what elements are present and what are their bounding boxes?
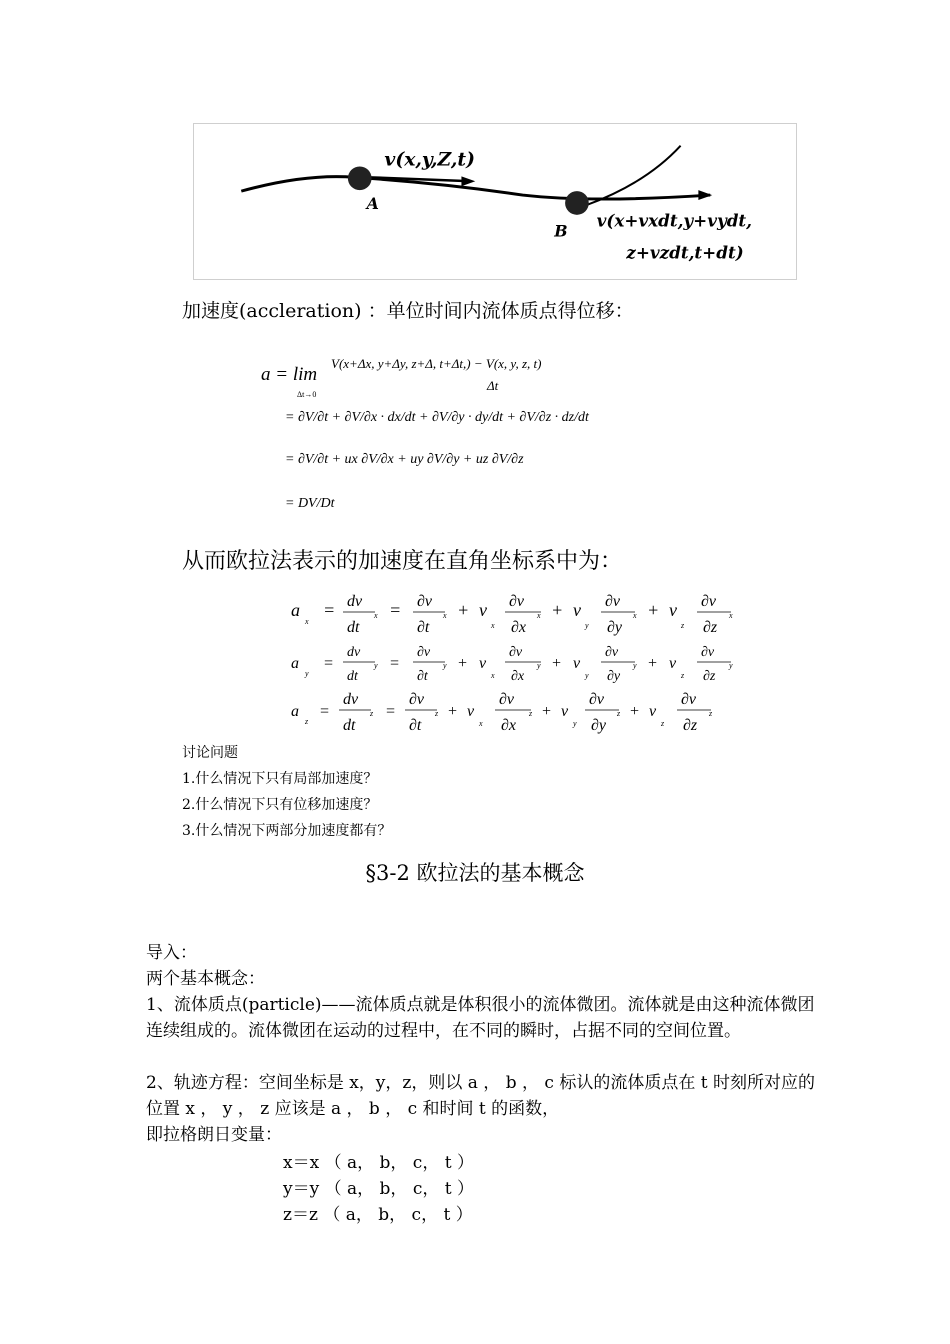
label-point-b: B [554, 221, 568, 241]
label-velocity-top: v(x,y,Z,t) [384, 148, 475, 171]
equation-x: x＝x （ a， b， c， t ） [283, 1153, 474, 1173]
svg-text:∂t: ∂t [409, 717, 422, 734]
formula-row2: = ∂V/∂t + ∂V/∂x · dx/dt + ∂V/∂y · dy/dt + ∂V/∂z · dz/dt [285, 410, 589, 425]
svg-text:v: v [669, 600, 677, 620]
discussion-q2: 2.什么情况下只有位移加速度？ [182, 797, 378, 813]
svg-text:v: v [479, 600, 487, 620]
discussion-q3: 3.什么情况下两部分加速度都有？ [182, 823, 392, 839]
trajectory-figure [193, 123, 797, 280]
svg-text:v: v [561, 703, 569, 720]
svg-text:y: y [585, 671, 589, 680]
intro-two-concepts: 两个基本概念： [146, 969, 265, 989]
svg-text:+: + [551, 655, 562, 672]
particle-b [565, 191, 589, 215]
svg-text:y: y [729, 661, 733, 670]
intro-paragraph-1: 1、流体质点(particle)——流体质点就是体积很小的流体微团。流体就是由这种流体微团连续组成的。流体微团在运动的过程中，在不同的瞬时，占据不同的空间位置。 [146, 995, 815, 1041]
euler-acceleration-formula [285, 590, 755, 738]
svg-text:z: z [709, 709, 713, 718]
label-velocity-bottom-2: z+vzdt,t+dt) [626, 242, 744, 263]
svg-text:y: y [585, 621, 589, 630]
euler-row-z [291, 691, 713, 734]
svg-text:∂v: ∂v [509, 593, 525, 610]
svg-text:x: x [729, 611, 733, 620]
svg-text:∂x: ∂x [511, 669, 525, 684]
svg-text:y: y [537, 661, 541, 670]
row-z-lhs: a [291, 703, 299, 720]
row-x-lhs: a [291, 600, 300, 620]
formula-row4: = DV/Dt [285, 496, 335, 511]
svg-text:z: z [617, 709, 621, 718]
svg-text:=: = [319, 703, 330, 720]
label-velocity-bottom-1: v(x+vxdt,y+vydt, [596, 210, 753, 231]
intro-paragraph-2: 2、轨迹方程：空间坐标是 x，y，z，则以 a ， b ， c 标认的流体质点在 t 时刻所对应的位置 x ， y ， z 应该是 a ， b ， c 和时间 t 的函数， [146, 1073, 815, 1119]
discussion-q1: 1.什么情况下只有局部加速度？ [182, 771, 378, 787]
svg-text:∂z: ∂z [683, 717, 698, 734]
svg-text:v: v [467, 703, 475, 720]
formula-limit-sub: Δt→0 [297, 390, 317, 399]
svg-text:v: v [649, 703, 657, 720]
svg-text:z: z [681, 621, 685, 630]
svg-text:∂v: ∂v [701, 645, 715, 660]
svg-text:∂x: ∂x [511, 619, 527, 636]
euler-row-x [291, 593, 733, 636]
velocity-arrow-b-head [698, 190, 712, 200]
equation-y: y＝y （ a， b， c， t ） [283, 1179, 475, 1199]
svg-text:∂v: ∂v [589, 691, 605, 708]
svg-text:z: z [529, 709, 533, 718]
svg-text:∂v: ∂v [417, 645, 431, 660]
svg-text:dv: dv [343, 691, 359, 708]
svg-text:∂v: ∂v [681, 691, 697, 708]
row-z-sub: z [305, 717, 309, 726]
svg-text:v: v [573, 600, 581, 620]
svg-text:+: + [457, 600, 470, 620]
svg-text:∂v: ∂v [509, 645, 523, 660]
trajectory-diagram [194, 124, 796, 279]
svg-text:∂v: ∂v [605, 645, 619, 660]
svg-text:+: + [647, 600, 660, 620]
svg-text:z: z [661, 719, 665, 728]
svg-text:∂z: ∂z [703, 669, 716, 684]
svg-text:x: x [537, 611, 541, 620]
svg-text:∂t: ∂t [417, 619, 430, 636]
svg-text:dt: dt [343, 717, 356, 734]
svg-text:∂z: ∂z [703, 619, 718, 636]
row-y-lhs: a [291, 655, 299, 672]
svg-text:=: = [323, 655, 334, 672]
svg-text:x: x [491, 671, 495, 680]
svg-text:y: y [374, 661, 378, 670]
svg-text:∂t: ∂t [417, 669, 428, 684]
row-y-sub: y [305, 669, 309, 678]
svg-text:y: y [633, 661, 637, 670]
svg-text:+: + [647, 655, 658, 672]
svg-text:x: x [479, 719, 483, 728]
euler-formula-svg [285, 590, 755, 738]
label-point-a: A [366, 193, 379, 213]
acceleration-formula [255, 352, 715, 534]
svg-text:∂y: ∂y [607, 619, 623, 636]
row-x-sub: x [305, 617, 309, 626]
svg-text:x: x [491, 621, 495, 630]
svg-text:x: x [443, 611, 447, 620]
intro-lead: 导入： [146, 943, 197, 963]
particle-a [348, 166, 372, 190]
equation-z: z＝z （ a， b， c， t ） [283, 1205, 473, 1225]
formula-row3: = ∂V/∂t + ux ∂V/∂x + uy ∂V/∂y + uz ∂V/∂z [285, 452, 524, 467]
svg-text:∂y: ∂y [607, 669, 621, 684]
svg-text:z: z [435, 709, 439, 718]
svg-text:dv: dv [347, 593, 363, 610]
formula-lhs: a = lim [261, 364, 318, 385]
svg-text:∂x: ∂x [501, 717, 517, 734]
section-heading: §3-2 欧拉法的基本概念 [365, 861, 585, 885]
svg-text:∂v: ∂v [701, 593, 717, 610]
acceleration-intro: 加速度(accleration) ：单位时间内流体质点得位移： [182, 300, 634, 322]
svg-text:v: v [669, 655, 677, 672]
svg-text:z: z [370, 709, 374, 718]
svg-text:y: y [443, 661, 447, 670]
svg-text:∂v: ∂v [605, 593, 621, 610]
svg-text:=: = [323, 600, 336, 620]
svg-text:+: + [551, 600, 564, 620]
svg-text:∂v: ∂v [417, 593, 433, 610]
euler-intro: 从而欧拉法表示的加速度在直角坐标系中为： [182, 549, 623, 574]
svg-text:∂y: ∂y [591, 717, 607, 734]
svg-text:=: = [385, 703, 396, 720]
svg-text:y: y [573, 719, 577, 728]
svg-text:∂v: ∂v [409, 691, 425, 708]
svg-text:v: v [573, 655, 581, 672]
svg-text:z: z [681, 671, 685, 680]
svg-text:∂v: ∂v [499, 691, 515, 708]
svg-text:x: x [633, 611, 637, 620]
svg-text:dv: dv [347, 645, 361, 660]
euler-row-y [291, 645, 733, 684]
svg-text:x: x [374, 611, 378, 620]
svg-text:v: v [479, 655, 487, 672]
intro-paragraph-3: 即拉格朗日变量： [146, 1125, 282, 1145]
discussion-title: 讨论问题 [182, 745, 238, 761]
svg-text:+: + [447, 703, 458, 720]
svg-text:+: + [541, 703, 552, 720]
svg-text:=: = [389, 655, 400, 672]
svg-text:dt: dt [347, 669, 358, 684]
formula-row1-numerator: V(x+Δx, y+Δy, z+Δ, t+Δt,) − V(x, y, z, t) [331, 356, 542, 371]
svg-text:=: = [389, 600, 402, 620]
svg-text:+: + [629, 703, 640, 720]
velocity-arrow-a-head [461, 176, 475, 186]
svg-text:dt: dt [347, 619, 360, 636]
svg-text:+: + [457, 655, 468, 672]
formula-row1-denominator: Δt [487, 378, 499, 393]
